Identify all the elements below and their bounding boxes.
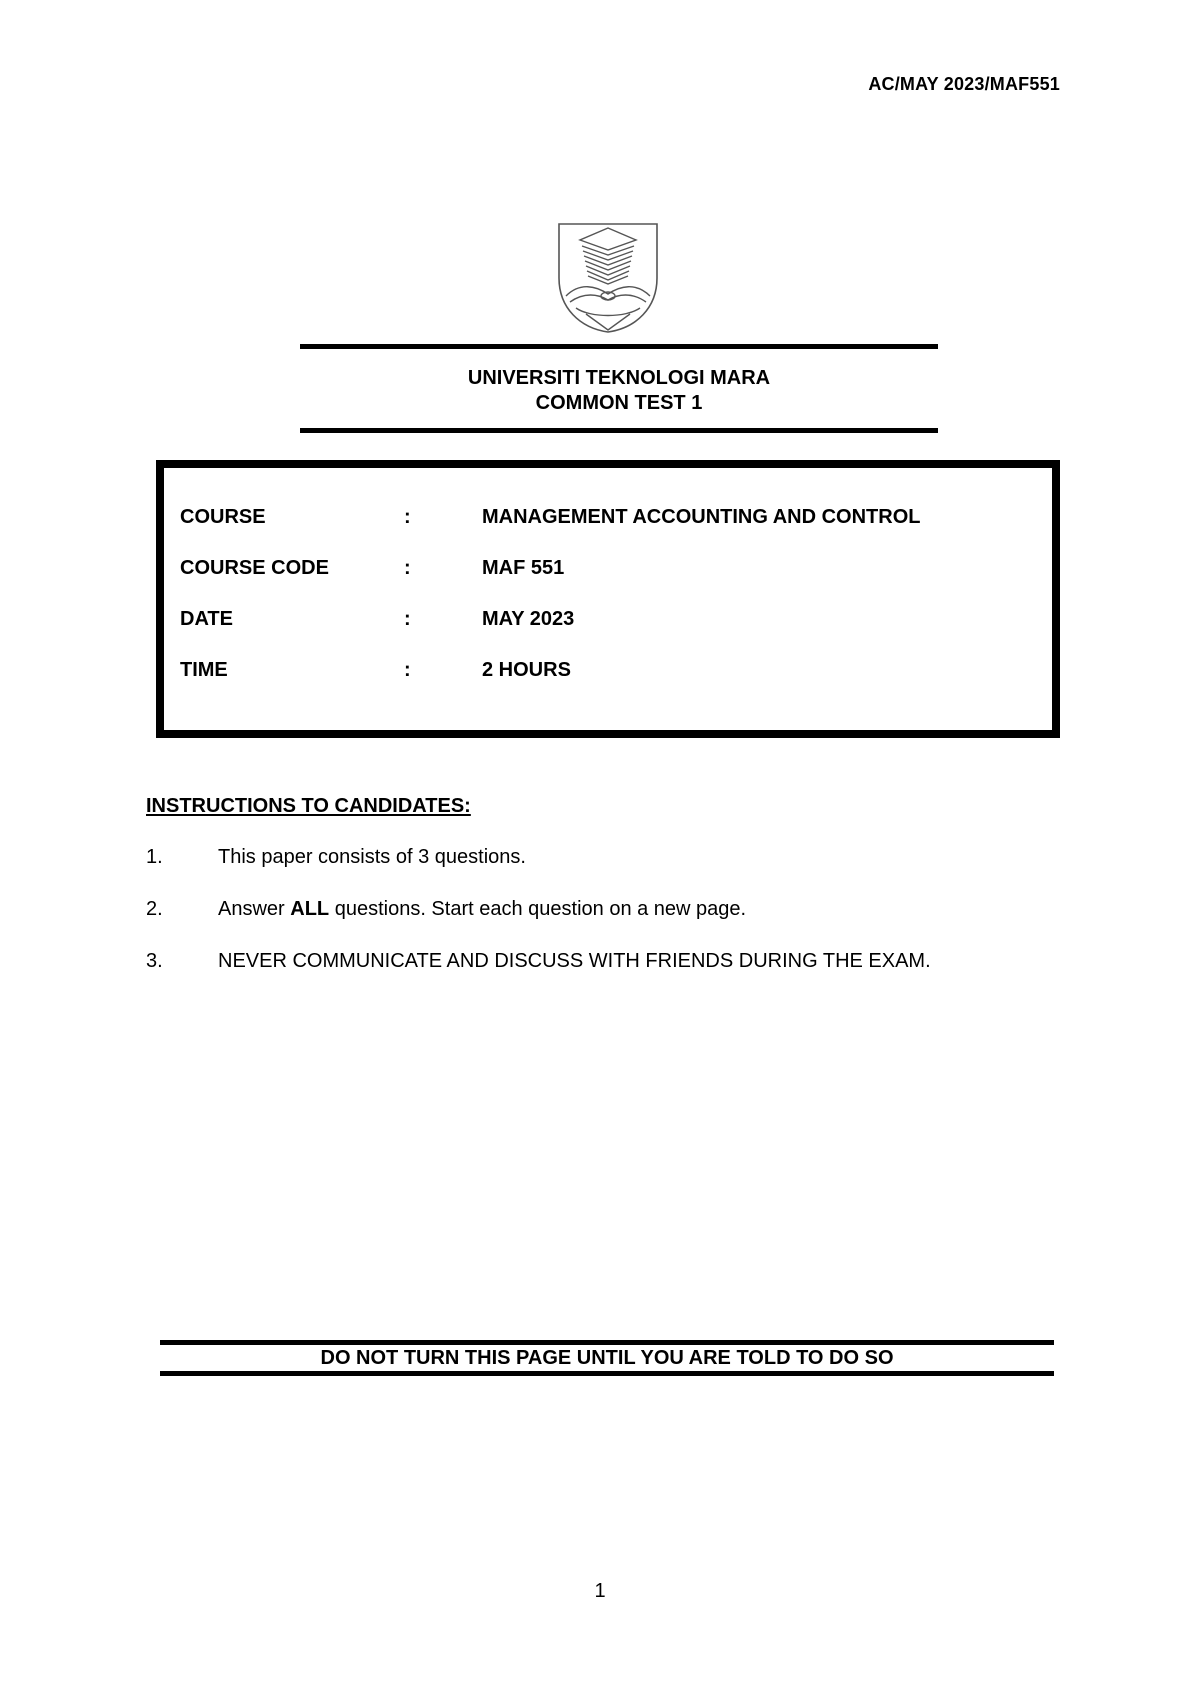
instruction-text: NEVER COMMUNICATE AND DISCUSS WITH FRIENDS DURING THE EXAM. xyxy=(218,950,931,972)
date-separator: : xyxy=(404,608,411,630)
course-label: COURSE xyxy=(180,506,266,528)
instruction-text-before: Answer xyxy=(218,898,291,920)
instruction-text-emphasis: ALL xyxy=(290,898,330,920)
university-name: UNIVERSITI TEKNOLOGI MARA xyxy=(467,367,771,389)
course-code-separator: : xyxy=(404,557,411,579)
page-number: 1 xyxy=(594,1580,606,1602)
title-top-rule xyxy=(300,344,938,349)
title-bottom-rule xyxy=(300,428,938,433)
course-details-box xyxy=(156,460,1060,738)
course-code-label: COURSE CODE xyxy=(180,557,329,579)
test-name: COMMON TEST 1 xyxy=(535,392,703,414)
date-value: MAY 2023 xyxy=(482,608,575,630)
instructions-heading: INSTRUCTIONS TO CANDIDATES: xyxy=(146,795,471,817)
time-label: TIME xyxy=(180,659,228,681)
instruction-number: 2. xyxy=(146,898,163,920)
instruction-number: 1. xyxy=(146,846,163,868)
course-value: MANAGEMENT ACCOUNTING AND CONTROL xyxy=(482,506,921,528)
footer-bottom-rule xyxy=(160,1371,1054,1376)
footer-top-rule xyxy=(160,1340,1054,1345)
document-reference-code: AC/MAY 2023/MAF551 xyxy=(868,74,1060,94)
course-separator: : xyxy=(404,506,411,528)
date-label: DATE xyxy=(180,608,233,630)
footer-warning: DO NOT TURN THIS PAGE UNTIL YOU ARE TOLD TO DO SO xyxy=(320,1347,894,1369)
course-code-value: MAF 551 xyxy=(482,557,565,579)
instruction-text-after: questions. Start each question on a new page. xyxy=(329,898,747,920)
instruction-text: This paper consists of 3 questions. xyxy=(218,846,526,868)
instruction-number: 3. xyxy=(146,950,163,972)
university-crest-icon xyxy=(556,222,660,334)
instruction-text xyxy=(218,897,746,921)
time-value: 2 HOURS xyxy=(482,659,571,681)
time-separator: : xyxy=(404,659,411,681)
